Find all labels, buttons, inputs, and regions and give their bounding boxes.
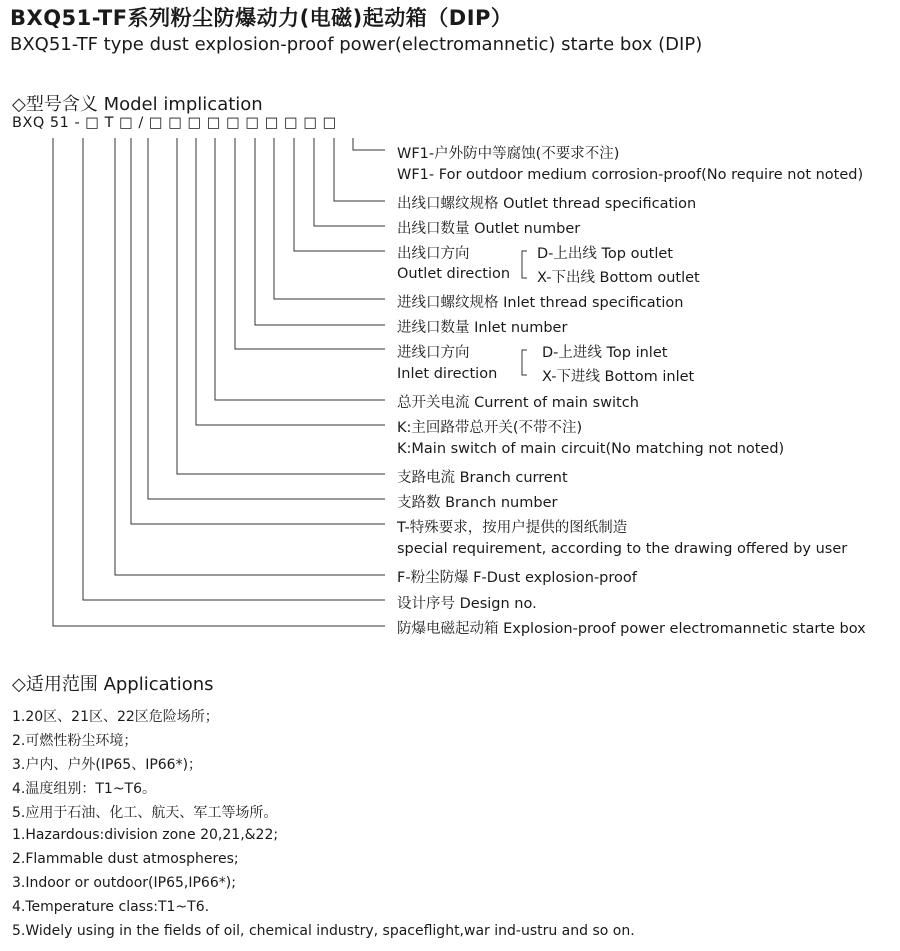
desc-outlet-number: 出线口数量 Outlet number: [397, 221, 581, 237]
page-subtitle: BXQ51-TF type dust explosion-proof power(electromannetic) starte box (DIP): [10, 34, 703, 55]
application-item-cn-3: 3.户内、户外(IP65、IP66*)；: [12, 757, 203, 773]
desc-dust-explosion-proof: F-粉尘防爆 F-Dust explosion-proof: [397, 570, 637, 586]
desc-special-requirement-cn: T-特殊要求，按用户提供的图纸制造: [397, 520, 628, 536]
desc-special-requirement-en: special requirement, according to the drawing offered by user: [397, 541, 848, 557]
page-title: BXQ51-TF系列粉尘防爆动力(电磁)起动箱（DIP）: [10, 6, 513, 30]
application-item-en-4: 4.Temperature class:T1~T6.: [12, 899, 210, 915]
desc-bottom-outlet: X-下出线 Bottom outlet: [537, 270, 700, 286]
application-item-en-2: 2.Flammable dust atmospheres;: [12, 851, 239, 867]
desc-bottom-inlet: X-下进线 Bottom inlet: [542, 369, 695, 385]
application-item-cn-1: 1.20区、21区、22区危险场所；: [12, 709, 219, 725]
desc-wf1-en: WF1- For outdoor medium corrosion-proof(No require not noted): [397, 167, 864, 183]
desc-top-inlet: D-上进线 Top inlet: [542, 345, 668, 361]
model-code: BXQ 51 - □ T □ / □ □ □ □ □ □ □ □ □ □: [12, 115, 337, 131]
desc-outlet-direction-cn: 出线口方向: [397, 246, 470, 262]
desc-inlet-thread: 进线口螺纹规格 Inlet thread specification: [397, 295, 684, 311]
desc-branch-current: 支路电流 Branch current: [397, 470, 568, 486]
application-item-en-5: 5.Widely using in the fields of oil, chemical industry, spaceflight,war ind-ustru and so on.: [12, 923, 635, 939]
application-item-cn-2: 2.可燃性粉尘环境；: [12, 733, 138, 749]
application-item-en-1: 1.Hazardous:division zone 20,21,&22;: [12, 827, 279, 843]
application-item-cn-5: 5.应用于石油、化工、航天、军工等场所。: [12, 805, 278, 821]
desc-outlet-thread: 出线口螺纹规格 Outlet thread specification: [397, 196, 697, 212]
desc-inlet-number: 进线口数量 Inlet number: [397, 320, 568, 336]
application-item-cn-4: 4.温度组别：T1~T6。: [12, 781, 157, 797]
desc-starter-box: 防爆电磁起动箱 Explosion-proof power electromannetic starte box: [397, 621, 866, 637]
desc-wf1-cn: WF1-户外防中等腐蚀(不要求不注): [397, 146, 620, 162]
desc-inlet-direction-en: Inlet direction: [397, 366, 498, 382]
model-section-heading: ◇型号含义 Model implication: [12, 94, 263, 115]
desc-outlet-direction-en: Outlet direction: [397, 266, 511, 282]
desc-branch-number: 支路数 Branch number: [397, 495, 558, 511]
desc-main-switch-cn: K:主回路带总开关(不带不注): [397, 420, 583, 436]
desc-design-no: 设计序号 Design no.: [397, 596, 537, 612]
desc-main-switch-current: 总开关电流 Current of main switch: [397, 395, 639, 411]
desc-main-switch-en: K:Main switch of main circuit(No matching not noted): [397, 441, 785, 457]
desc-top-outlet: D-上出线 Top outlet: [537, 246, 673, 262]
desc-inlet-direction-cn: 进线口方向: [397, 345, 470, 361]
applications-heading: ◇适用范围 Applications: [12, 674, 214, 695]
application-item-en-3: 3.Indoor or outdoor(IP65,IP66*);: [12, 875, 236, 891]
